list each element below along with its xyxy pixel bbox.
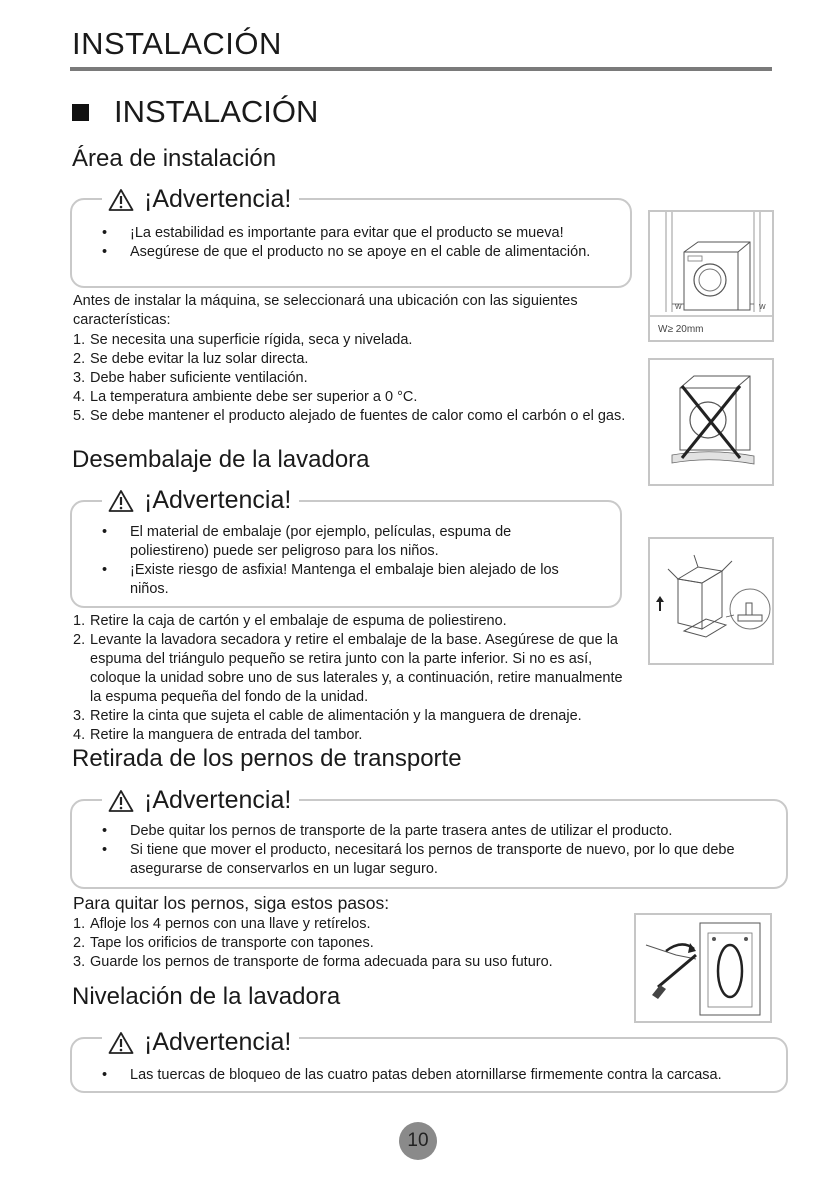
unpack-title: Desembalaje de la lavadora: [72, 446, 370, 473]
unpack-warning-list: [72, 523, 582, 599]
section-title: [72, 94, 318, 130]
warning-bullet: • Asegúrese de que el producto no se apoye en el cable de alimentación.: [72, 243, 617, 262]
warning-bullet: • Las tuercas de bloqueo de las cuatro patas deben atornillarse firmemente contra la carcasa.: [72, 1066, 772, 1085]
level-title: Nivelación de la lavadora: [72, 983, 341, 1010]
list-number: 4.: [73, 727, 86, 743]
warning-triangle-icon: [108, 489, 134, 513]
list-item: [73, 953, 633, 972]
bolts-warning-header: [102, 786, 299, 815]
list-item: [73, 934, 633, 953]
list-text: Afloje los 4 pernos con una llave y retírelos.: [90, 916, 371, 932]
list-text: Debe haber suficiente ventilación.: [90, 370, 308, 386]
list-text: Se debe mantener el producto alejado de fuentes de calor como el carbón o el gas.: [90, 408, 626, 424]
warning-title: ¡Advertencia!: [144, 486, 292, 514]
unpack-list: [73, 612, 633, 745]
page-header-title: INSTALACIÓN: [72, 26, 282, 61]
list-item: [73, 707, 633, 726]
area-warning-list: [72, 224, 617, 262]
warning-bullet: • ¡La estabilidad es importante para evitar que el producto se mueva!: [72, 224, 617, 243]
list-text: Retire la manguera de entrada del tambor.: [90, 727, 363, 743]
washer-clearance-illustration: [650, 212, 772, 340]
list-item: [73, 388, 638, 407]
warning-triangle-icon: [108, 789, 134, 813]
area-list: [73, 331, 638, 426]
list-number: 3.: [73, 954, 86, 970]
list-item: [73, 612, 633, 631]
area-warning-header: [102, 185, 299, 214]
list-text: La temperatura ambiente debe ser superior a 0 °C.: [90, 389, 418, 405]
warning-title: ¡Advertencia!: [144, 786, 292, 814]
warning-bullet: • Debe quitar los pernos de transporte de la parte trasera antes de utilizar el producto.: [72, 822, 772, 841]
area-title: Área de instalación: [72, 145, 277, 172]
level-warning-header: [102, 1028, 299, 1057]
list-item: [73, 407, 638, 426]
page-number: 10: [399, 1122, 437, 1160]
list-item: [73, 726, 633, 745]
box-lift-illustration: [650, 539, 772, 663]
list-item: [73, 631, 633, 707]
list-text: Levante la lavadora secadora y retire el embalaje de la base. Asegúrese de que la espuma del triángulo pequeño se retira junto con la parte inferior. Si no es así, coloque la unidad sobre uno de sus laterales y, a continuación, retire manualmente la espuma pequeña del fondo de la unidad.: [90, 632, 623, 705]
clearance-caption: W≥ 20mm: [658, 324, 704, 335]
warning-bullet: • ¡Existe riesgo de asfixia! Mantenga el embalaje bien alejado de los niños.: [72, 561, 582, 599]
wrench-bolt-illustration: [636, 915, 770, 1021]
bolts-list: [73, 915, 633, 972]
header-divider: [70, 67, 772, 71]
unpack-warning-box: [70, 500, 622, 608]
unpack-warning-header: [102, 486, 299, 515]
bolts-warning-list: [72, 822, 772, 879]
warning-bullet: • El material de embalaje (por ejemplo, películas, espuma de poliestireno) puede ser peligroso para los niños.: [72, 523, 582, 561]
list-item: [73, 369, 638, 388]
warning-triangle-icon: [108, 188, 134, 212]
bolts-title: Retirada de los pernos de transporte: [72, 745, 462, 772]
list-text: Se debe evitar la luz solar directa.: [90, 351, 309, 367]
list-number: 1.: [73, 916, 86, 932]
list-text: Retire la cinta que sujeta el cable de alimentación y la manguera de drenaje.: [90, 708, 582, 724]
list-text: Guarde los pernos de transporte de forma adecuada para su uso futuro.: [90, 954, 553, 970]
unpacking-figure: [648, 537, 774, 665]
clearance-figure: [648, 210, 774, 342]
warning-title: ¡Advertencia!: [144, 185, 292, 213]
list-text: Se necesita una superficie rígida, seca y nivelada.: [90, 332, 413, 348]
list-number: 1.: [73, 332, 86, 348]
list-item: [73, 915, 633, 934]
list-text: Retire la caja de cartón y el embalaje de espuma de poliestireno.: [90, 613, 507, 629]
list-number: 3.: [73, 708, 86, 724]
area-intro: Antes de instalar la máquina, se seleccionará una ubicación con las siguientes características:: [73, 293, 578, 328]
washer-crossed-illustration: [650, 360, 772, 484]
list-number: 4.: [73, 389, 86, 405]
no-soft-surface-figure: [648, 358, 774, 486]
warning-title: ¡Advertencia!: [144, 1028, 292, 1056]
list-item: [73, 331, 638, 350]
clearance-w-label: W: [675, 304, 682, 311]
bolts-steps-title: Para quitar los pernos, siga estos pasos:: [73, 893, 390, 913]
list-number: 1.: [73, 613, 86, 629]
list-number: 2.: [73, 632, 86, 648]
list-number: 3.: [73, 370, 86, 386]
list-number: 2.: [73, 935, 86, 951]
warning-triangle-icon: [108, 1031, 134, 1055]
list-number: 2.: [73, 351, 86, 367]
bolt-removal-figure: [634, 913, 772, 1023]
warning-bullet: • Si tiene que mover el producto, necesitará los pernos de transporte de nuevo, por lo que debe asegurarse de conservarlos en un lugar seguro.: [72, 841, 772, 879]
section-title-text: INSTALACIÓN: [114, 94, 319, 129]
level-warning-list: [72, 1066, 772, 1085]
list-number: 5.: [73, 408, 86, 424]
list-item: [73, 350, 638, 369]
square-bullet-icon: [72, 104, 89, 121]
clearance-w-label: W: [759, 304, 766, 311]
list-text: Tape los orificios de transporte con tapones.: [90, 935, 374, 951]
